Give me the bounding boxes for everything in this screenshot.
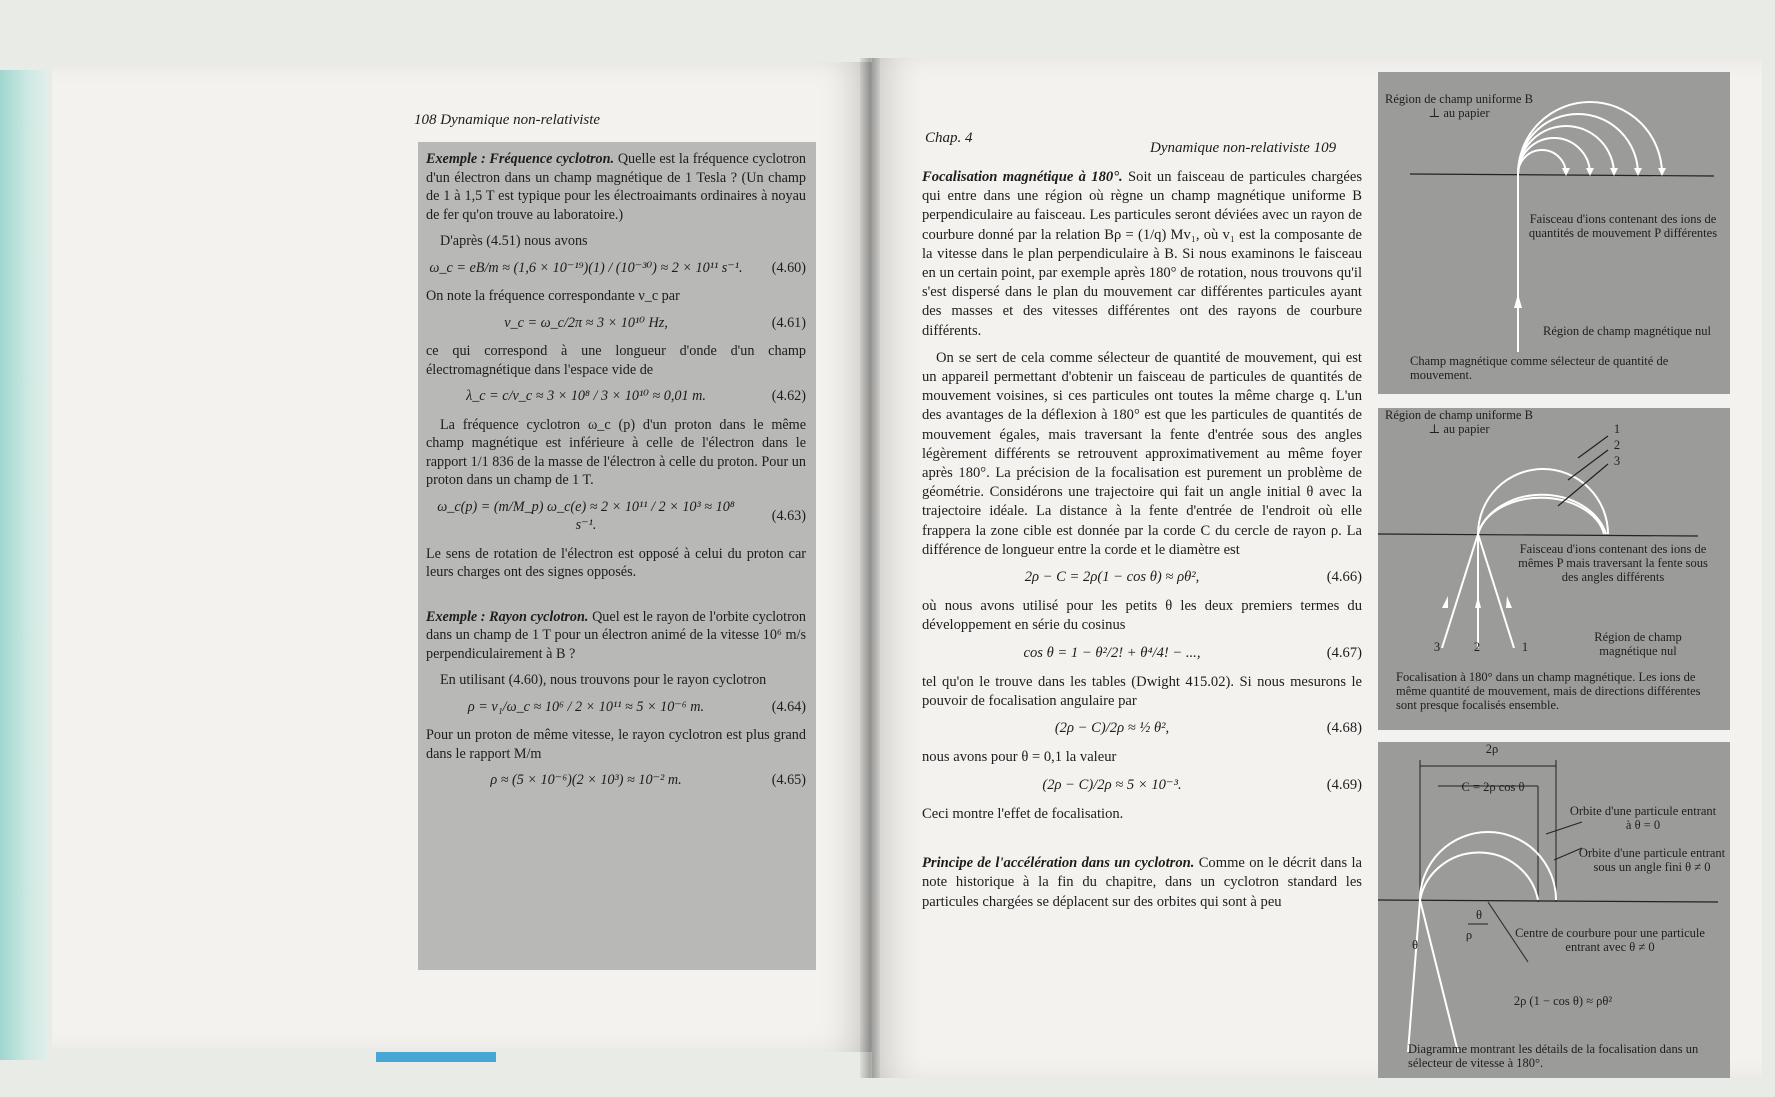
figure-3-diagram <box>1378 742 1730 1078</box>
paragraph-4: tel qu'on le trouve dans les tables (Dwight 415.02). Si nous mesurons le pouvoir de focalisation angulaire par <box>922 673 1362 710</box>
equation-4-61-body: ν_c = ω_c/2π ≈ 3 × 10¹⁰ Hz, <box>504 314 668 331</box>
left-running-head: 108 Dynamique non-relativiste <box>414 112 601 128</box>
paragraph-5: nous avons pour θ = 0,1 la valeur <box>922 749 1117 766</box>
figure-3-formula-label: 2ρ (1 − cos θ) ≈ ρθ² <box>1513 994 1613 1008</box>
figure-3-orbit-zero-label: Orbite d'une particule entrant à θ = 0 <box>1569 804 1717 832</box>
example1-text2: On note la fréquence correspondante ν_c par <box>426 288 680 304</box>
equation-4-66-body: 2ρ − C = 2ρ(1 − cos θ) ≈ ρθ², <box>1024 569 1200 586</box>
example2-text: Quel est le rayon de l'orbite cyclotron dans un champ de 1 T pour un électron animé de la vitesse 10⁶ m/s perpendiculairement à B ? <box>426 608 806 662</box>
figure-3-caption: Diagramme montrant les détails de la focalisation dans un sélecteur de vitesse à 180°. <box>1408 1042 1699 1070</box>
equation-4-64-number: (4.64) <box>771 698 806 715</box>
equation-4-68 <box>922 719 1362 738</box>
paragraph-6: Ceci montre l'effet de focalisation. <box>922 805 1124 822</box>
figure-2-panel <box>1378 408 1730 730</box>
right-running-head-chapter: Chap. 4 <box>925 130 973 146</box>
equation-4-68-body: (2ρ − C)/2ρ ≈ ½ θ², <box>1054 720 1170 737</box>
figure-2-region-label: Région de champ uniforme B ⊥ au papier <box>1385 408 1533 436</box>
figure-1-caption: Champ magnétique comme sélecteur de quantité de mouvement. <box>1410 354 1669 382</box>
equation-4-62-number: (4.62) <box>771 388 806 404</box>
section1-title: Focalisation magnétique à 180°. <box>922 169 1123 185</box>
equation-4-63-number: (4.63) <box>771 507 806 524</box>
example-box <box>418 142 816 970</box>
figure-3-panel <box>1378 742 1730 1078</box>
example1-text5: Le sens de rotation de l'électron est opposé à celui du proton car leurs charges ont des signes opposés. <box>426 545 806 580</box>
equation-4-67-body: cos θ = 1 − θ²/2! + θ⁴/4! − ..., <box>1023 644 1201 661</box>
example1-title: Exemple : Fréquence cyclotron. <box>426 151 615 167</box>
figure-2-ray-3-label: 3 <box>1613 454 1621 468</box>
equation-4-64 <box>426 698 806 717</box>
figure-3-2rho-label: 2ρ <box>1485 742 1499 756</box>
equation-4-69 <box>922 776 1362 795</box>
equation-4-62-body: λ_c = c/ν_c ≈ 3 × 10⁸ / 3 × 10¹⁰ ≈ 0,01 m. <box>466 388 706 404</box>
example2-intro: En utilisant (4.60), nous trouvons pour le rayon cyclotron <box>440 672 767 688</box>
figure-1-region-label: Région de champ uniforme B ⊥ au papier <box>1385 92 1533 120</box>
equation-4-60-body: ω_c = eB/m ≈ (1,6 × 10⁻¹⁹)(1) / (10⁻³⁰) ≈ 2 × 10¹¹ s⁻¹. <box>429 259 743 276</box>
figure-2-ray-3-bottom-label: 3 <box>1433 640 1441 654</box>
book-gutter <box>860 58 880 1078</box>
figure-3-chord-label: C = 2ρ cos θ <box>1461 780 1525 794</box>
section1-text: Soit un faisceau de particules chargées qui entre dans une région où règne un champ magnétique uniforme B perpendiculaire au faisceau. Les particules seront déviées avec un rayon de courbure donné par la relation Bρ = (1/q) Mv₁, où v₁ est la composante de la vitesse dans le plan perpendiculaire à B. Si nous examinons le faisceau en un certain point, par exemple après 180° de rotation, nous trouvons qu'il s'est dispersé dans le plan du mouvement car différentes particules ayant des masses et des vitesses différentes ont des rayons de courbure différents. <box>922 169 1362 339</box>
figure-3-centre-label: Centre de courbure pour une particule entrant avec θ ≠ 0 <box>1515 926 1705 954</box>
example2-title: Exemple : Rayon cyclotron. <box>426 608 589 625</box>
figure-1-panel <box>1378 72 1730 394</box>
equation-4-69-number: (4.69) <box>1326 776 1362 793</box>
equation-4-62 <box>426 387 806 406</box>
figure-2-ray-1-label: 1 <box>1613 422 1621 436</box>
example1-text3: ce qui correspond à une longueur d'onde d'un champ électromagnétique dans l'espace vide de <box>426 343 806 378</box>
example1-intro: D'après (4.51) nous avons <box>440 233 588 249</box>
figure-2-ray-2-bottom-label: 2 <box>1473 640 1481 654</box>
equation-4-64-body: ρ = v₁/ω_c ≈ 10⁶ / 2 × 10¹¹ ≈ 5 × 10⁻⁶ m. <box>467 698 705 715</box>
equation-4-61-number: (4.61) <box>771 314 806 331</box>
section2-title: Principe de l'accélération dans un cyclotron. <box>922 855 1195 872</box>
equation-4-66 <box>922 568 1362 587</box>
right-text-column <box>922 168 1362 920</box>
equation-4-65-body: ρ ≈ (5 × 10⁻⁶)(2 × 10³) ≈ 10⁻² m. <box>490 772 682 788</box>
figure-1-beam-label: Faisceau d'ions contenant des ions de quantités de mouvement P différentes <box>1528 212 1718 240</box>
equation-4-68-number: (4.68) <box>1326 720 1362 737</box>
figure-2-ray-1-bottom-label: 1 <box>1521 640 1529 654</box>
book-edge <box>0 70 48 1060</box>
equation-4-63 <box>426 498 806 535</box>
equation-4-67-number: (4.67) <box>1326 644 1362 661</box>
example1-text4: La fréquence cyclotron ω_c (p) d'un proton dans le même champ magnétique est inférieure à celle de l'électron dans le rapport 1/1 836 de la masse de l'électron à celle du proton. Pour un proton dans un champ de 1 T. <box>426 416 806 488</box>
right-running-head-title: Dynamique non-relativiste 109 <box>1150 140 1337 156</box>
example1-paragraph <box>426 150 806 224</box>
figure-2-beam-label: Faisceau d'ions contenant des ions de mêmes P mais traversant la fente sous des angles différents <box>1518 542 1708 584</box>
example2-text2: Pour un proton de même vitesse, le rayon cyclotron est plus grand dans le rapport M/m <box>426 727 806 762</box>
example2-paragraph <box>426 608 806 664</box>
figure-1-null-label: Région de champ magnétique nul <box>1542 324 1711 338</box>
figure-2-ray-2-label: 2 <box>1613 438 1621 452</box>
figure-3-theta-label: θ <box>1476 908 1482 922</box>
paragraph-3: où nous avons utilisé pour les petits θ les deux premiers termes du développement en série du cosinus <box>922 598 1362 634</box>
equation-4-65 <box>426 771 806 790</box>
figure-2-caption: Focalisation à 180° dans un champ magnétique. Les ions de même quantité de mouvement, mais de directions différentes sont presque focalisés ensemble. <box>1396 670 1701 712</box>
equation-4-65-number: (4.65) <box>771 772 806 788</box>
section2-paragraph <box>922 854 1362 912</box>
section1-paragraph <box>922 168 1362 341</box>
equation-4-69-body: (2ρ − C)/2ρ ≈ 5 × 10⁻³. <box>1042 776 1182 793</box>
equation-4-60 <box>426 259 806 278</box>
figure-3-orbit-finite-label: Orbite d'une particule entrant sous un angle fini θ ≠ 0 <box>1578 846 1726 874</box>
example1-text: Quelle est la fréquence cyclotron d'un électron dans un champ magnétique de 1 Tesla ? (Un champ de 1 à 1,5 T est typique pour les électroaimants ordinaires à noyau de fer qu'on trouve au laboratoire.) <box>426 151 807 223</box>
equation-4-60-number: (4.60) <box>771 259 806 276</box>
equation-4-66-number: (4.66) <box>1326 569 1362 586</box>
figure-3-rho-label: ρ <box>1465 928 1473 942</box>
figure-2-null-label: Région de champ magnétique nul <box>1594 630 1682 658</box>
section2-text: Comme on le décrit dans la note historique à la fin du chapitre, dans un cyclotron standard les particules chargées se déplacent sur des orbites qui sont à peu <box>922 855 1362 910</box>
figure-3-theta-left-label: θ <box>1412 938 1418 952</box>
equation-4-61 <box>426 314 806 333</box>
section1-paragraph2: On se sert de cela comme sélecteur de quantité de mouvement, qui est un appareil permettant d'obtenir un faisceau de particules de quantités de mouvement voisines, si ces particules ont toutes la même charge q. L'un des avantages de la déflexion à 180° est que les particules de quantités de mouvement égales, mais traversant la fente d'entrée sous des angles légèrement différents se retrouvent approximativement au même foyer après 180°. La précision de la focalisation est purement un problème de géométrie. Considérons une trajectoire qui fait un angle initial θ avec la trajectoire idéale. La distance à la fente d'entrée de l'endroit où elle frappera la zone cible est donnée par la corde C du cercle de rayon ρ. La différence de longueur entre la corde et le diamètre est <box>922 349 1362 558</box>
equation-4-67 <box>922 644 1362 663</box>
equation-4-63-body: ω_c(p) = (m/M_p) ω_c(e) ≈ 2 × 10¹¹ / 2 × 10³ ≈ 10⁸ s⁻¹. <box>437 498 735 533</box>
